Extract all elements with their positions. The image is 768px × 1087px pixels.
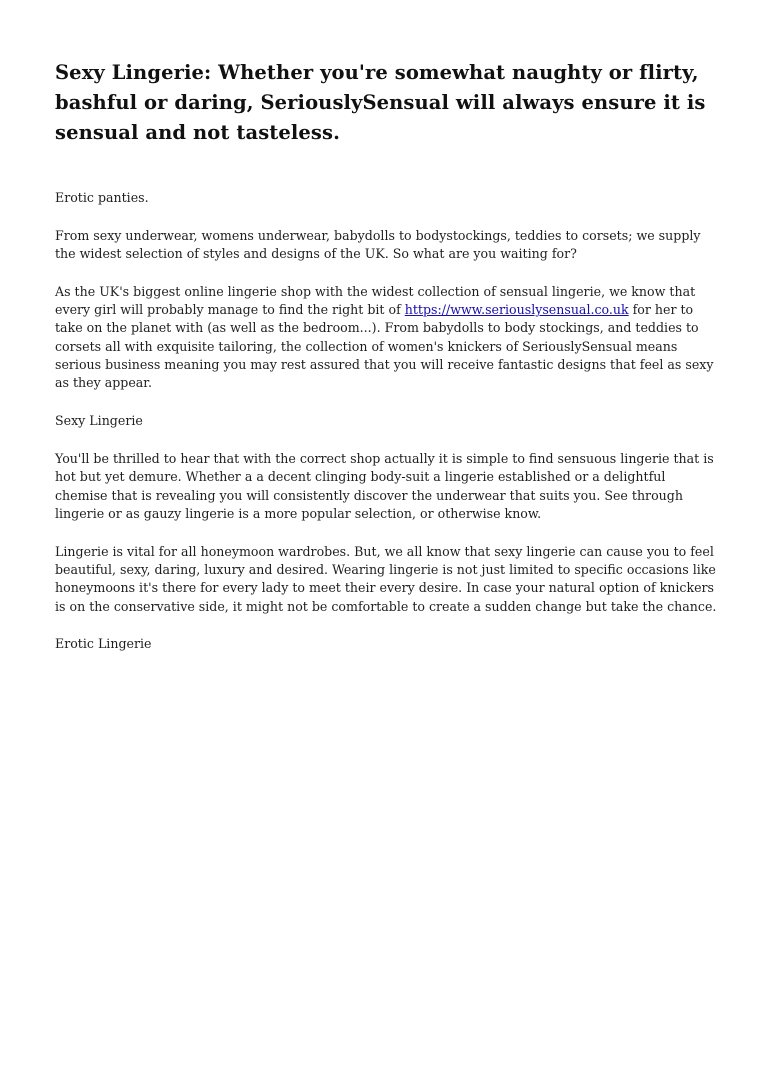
paragraph-erotic-lingerie: Erotic Lingerie (55, 636, 152, 652)
paragraph-erotic-panties: Erotic panties. (55, 190, 149, 205)
paragraph-sensuous-lingerie: You'll be thrilled to hear that with the correct shop actually it is simple to find sensuous lingerie that is hot but yet demure. Whether a a decent clinging body-suit a lingerie established or a delightful chemise that is revealing you will consistently discover the underwear that suits you. See through lingerie or as gauzy lingerie is a more popular selection, or otherwise know. (55, 450, 714, 521)
seriouslysensual-link[interactable]: https://www.seriouslysensual.co.uk (404, 302, 629, 318)
paragraph-sexy-lingerie: Sexy Lingerie (55, 413, 143, 429)
document-title: Sexy Lingerie: Whether you're somewhat naughty or flirty, bashful or daring, SeriouslySensual will always ensure it is sensual and not tasteless. (55, 61, 706, 144)
document-page (55, 58, 719, 673)
paragraph-text-after-link: for her to take on the planet with (as well as the bedroom...). From babydolls to body stockings, and teddies to corsets all with exquisite tailoring, the collection of women's knickers of SeriouslySensual means serious business meaning you may rest assured that you will receive fantastic designs that feel as sexy as they appear. (55, 302, 714, 391)
paragraph-product-range: From sexy underwear, womens underwear, babydolls to bodystockings, teddies to corsets; we supply the widest selection of styles and designs of the UK. So what are you waiting for? (55, 227, 701, 262)
paragraph-honeymoon: Lingerie is vital for all honeymoon wardrobes. But, we all know that sexy lingerie can cause you to feel beautiful, sexy, daring, luxury and desired. Wearing lingerie is not just limited to specific occasions like honeymoons it's there for every lady to meet their every desire. In case your natural option of knickers is on the conservative side, it might not be comfortable to create a sudden change but take the chance. (55, 543, 717, 614)
paragraph-text-before-link: As the UK's biggest online lingerie shop with the widest collection of sensual lingerie, we know that every girl will probably manage to find the right bit of (55, 283, 696, 318)
paragraph-online-shop (55, 283, 719, 393)
